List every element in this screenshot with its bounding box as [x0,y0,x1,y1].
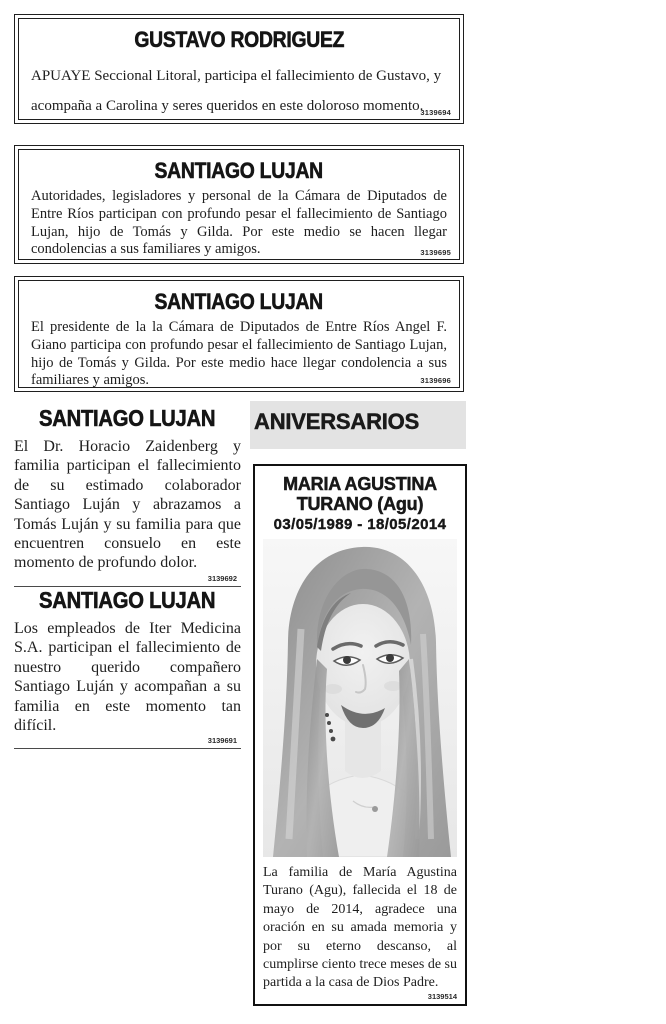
obituary-title [31,289,447,315]
obituary-title-text: SANTIAGO LUJAN [39,587,216,613]
obituary-notice-iter-medicina [14,585,241,749]
portrait-photo-graphic [263,539,457,857]
memorial-card-maria-agustina-turano [253,464,467,1006]
ad-number: 3139692 [207,573,237,583]
obituary-title [14,587,241,614]
obituary-box-inner [18,280,460,388]
obituary-box-santiago-lujan-presidente [14,276,464,392]
obituary-body: El Dr. Horacio Zaidenberg y familia participan el fallecimiento de su estimado colaborador Santiago Luján y abrazamos a Tomás Luján y su familia para que encuentren consuelo en este momento de profundo dolor. [14,438,241,572]
aniversarios-section-title: ANIVERSARIOS [254,409,420,434]
ad-number: 3139696 [420,376,451,385]
obituary-body: Los empleados de Iter Medicina S.A. participan el fallecimiento de nuestro querido compañero Santiago Luján y acompañan a su familia en este momento tan difícil. [14,620,241,735]
obituary-notice-zaidenberg [14,403,241,587]
memorial-body: La familia de María Agustina Turano (Agu), fallecida el 18 de mayo de 2014, agradece una oración en su amada memoria y por su eterno descanso, al cumplirse ciento trece meses de su partida a la casa de Dios Padre. [263,865,457,991]
obituary-box-inner [18,18,460,120]
obituary-body: APUAYE Seccional Litoral, participa el fallecimiento de Gustavo, y acompaña a Carolina y seres queridos en este doloroso momento. [31,68,442,114]
memorial-portrait-photo [263,539,457,857]
obituary-title [14,405,241,432]
ad-number: 3139691 [207,736,237,746]
memorial-name-line1: MARIA AGUSTINA [283,474,437,494]
obituary-title [31,158,447,184]
memorial-name-line2: TURANO (Agu) [296,494,424,514]
ad-number: 3139514 [427,992,457,1001]
obituary-body: El presidente de la la Cámara de Diputados de Entre Ríos Angel F. Giano participa con profundo pesar el fallecimiento de Santiago Lujan, hijo de Tomás y Gilda. Por este medio hace llegar condolencia a sus familiares y amigos. [31,319,447,389]
obituary-title-text: SANTIAGO LUJAN [39,405,216,431]
obituary-box-inner [18,149,460,260]
obituary-title-text: GUSTAVO RODRIGUEZ [134,27,344,52]
ad-number: 3139694 [420,108,451,117]
obituary-body: Autoridades, legisladores y personal de la Cámara de Diputados de Entre Ríos participan con profundo pesar el fallecimiento de Santiago Lujan, hijo de Tomás y Gilda. Por este medio se hacen llegar condolencias a sus familiares y amigos. [31,188,447,258]
ad-number: 3139695 [420,248,451,257]
obituary-box-gustavo-rodriguez [14,14,464,124]
aniversarios-section-banner [250,401,466,449]
obituary-box-santiago-lujan-diputados [14,145,464,264]
obituary-title-text: SANTIAGO LUJAN [154,289,324,314]
obituary-title [31,27,447,53]
memorial-dates: 03/05/1989 - 18/05/2014 [273,516,447,533]
obituary-title-text: SANTIAGO LUJAN [154,158,324,183]
